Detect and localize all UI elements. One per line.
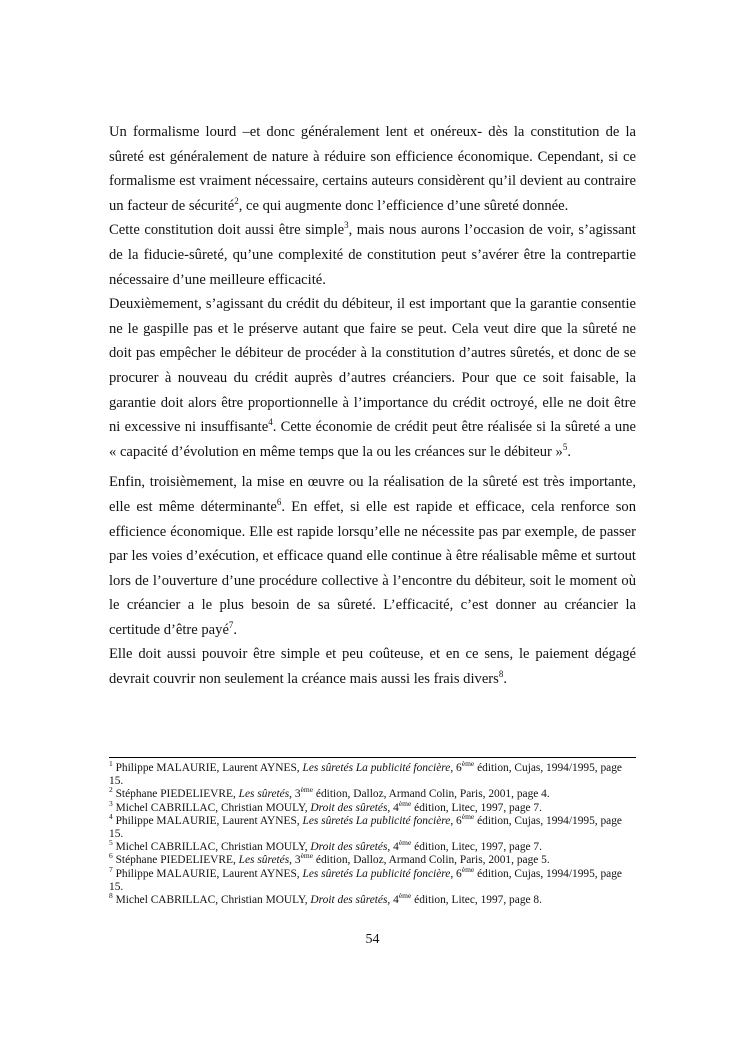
paragraph (109, 642, 636, 691)
text-run: Elle doit aussi pouvoir être simple et peu coûteuse, et en ce sens, le paiement dégagé devrait couvrir non seulement la créance mais aussi les frais divers (109, 646, 636, 688)
footnote-ref: 4 (109, 812, 113, 822)
text-run: Michel CABRILLAC, Christian MOULY, (112, 894, 311, 907)
footnote-ref: 8 (109, 891, 113, 901)
footnote-ref: ème (300, 785, 314, 795)
text-run: édition, Cujas, 1994/1995, page 15. (109, 762, 622, 788)
footnote (109, 785, 636, 801)
footnote-ref: 2 (109, 785, 113, 795)
text-run: , 4 (387, 841, 399, 854)
work-title: Droit des sûretés (310, 801, 388, 814)
text-run: Michel CABRILLAC, Christian MOULY, (112, 841, 311, 854)
text-run: Philippe MALAURIE, Laurent AYNES, (112, 867, 303, 880)
footnote-ref: 5 (562, 441, 568, 452)
work-title: Droit des sûretés (310, 841, 388, 854)
paragraph (109, 120, 636, 218)
text-run: édition, Dalloz, Armand Colin, Paris, 2001, page 5. (313, 854, 550, 867)
text-run: . (503, 671, 507, 688)
footnote-ref: 7 (228, 620, 234, 631)
text-run: , 6 (450, 867, 462, 880)
text-run: Michel CABRILLAC, Christian MOULY, (112, 801, 311, 814)
work-title: Les sûretés La publicité foncière (302, 867, 451, 880)
footnote-ref: 4 (268, 417, 273, 428)
footnote-ref: ème (398, 838, 412, 848)
text-run: édition, Litec, 1997, page 7. (411, 841, 542, 854)
footnote-ref: 6 (276, 497, 282, 508)
text-run: 3 (292, 854, 301, 867)
text-run: . En effet, si elle est rapide et efficace, cela renforce son efficience économique. Elle est rapide lorsqu’elle ne nécessite pas par exemple, de passer par les voies d’exécution, et efficace quand elle continue à être réalisable même et surtout lors de l’ouverture d’une procédure collective à l’encontre du débiteur, soit le moment où le créancier a le plus besoin de sa sûreté. L’efficacité, c’est donner au créancier la certitude d’être payé (109, 498, 636, 638)
text-run: édition, Cujas, 1994/1995, page 15. (109, 867, 622, 893)
text-run: , 6 (450, 762, 462, 774)
work-title: Les sûretés La publicité foncière (302, 762, 451, 774)
text-run: , mais nous aurons l’occasion de voir, s’agissant de la fiducie-sûreté, qu’une complexité de constitution peut s’avérer être la contrepartie nécessaire d’une meilleure efficacité. (109, 222, 636, 288)
paragraph (109, 292, 636, 464)
footnote-ref: 6 (109, 851, 113, 861)
text-run: édition, Cujas, 1994/1995, page 15. (109, 814, 622, 841)
footnote (109, 759, 636, 788)
footnote-ref: ème (398, 891, 412, 901)
footnote-ref: 7 (109, 864, 113, 874)
paragraph (109, 470, 636, 642)
footnote-ref: ème (461, 812, 475, 822)
footnote-separator (109, 757, 636, 758)
text-run: , ce qui augmente donc l’efficience d’une sûreté donnée. (238, 197, 569, 214)
footnote-ref: ème (300, 851, 314, 861)
text-run: . Cette économie de crédit peut être réalisée si la sûreté a une « capacité d’évolution en même temps que la ou les créances sur le débiteur » (109, 419, 637, 460)
footnotes (109, 759, 636, 907)
page-number: 54 (365, 932, 380, 947)
text-run: , 4 (387, 894, 399, 907)
footnote-ref: 8 (498, 669, 504, 680)
footnote-ref: 2 (234, 195, 239, 206)
text-run: édition, Dalloz, Armand Colin, Paris, 2001, page 4. (313, 788, 550, 801)
footnote-ref: 3 (344, 220, 349, 231)
footnote (109, 812, 636, 841)
footnote-ref: ème (461, 864, 475, 874)
text-run: Cette constitution doit aussi être simple (109, 222, 345, 239)
text-run: Philippe MALAURIE, Laurent AYNES, (112, 814, 303, 827)
text-run: Philippe MALAURIE, Laurent AYNES, (112, 762, 303, 774)
text-run: . (567, 443, 572, 460)
footnote-ref: 5 (109, 838, 113, 848)
footnote (109, 838, 636, 854)
work-title: Les sûretés La publicité foncière (302, 814, 451, 827)
text-run: Stéphane PIEDELIEVRE, (112, 788, 239, 801)
work-title: Les sûretés, (238, 854, 293, 867)
footnote (109, 891, 636, 907)
text-run: , 6 (450, 814, 462, 827)
text-run: Stéphane PIEDELIEVRE, (112, 854, 239, 867)
footnote (109, 864, 636, 894)
work-title: Les sûretés, (238, 788, 293, 801)
footnote (109, 851, 636, 867)
text-run: 3 (292, 788, 301, 801)
text-run: . (233, 621, 238, 638)
body-text (109, 120, 636, 692)
text-run: édition, Litec, 1997, page 7. (411, 801, 542, 814)
work-title: Droit des sûretés (310, 894, 388, 907)
text-run: Enfin, troisièmement, la mise en œuvre ou la réalisation de la sûreté est très importante, elle est même déterminante (109, 474, 636, 515)
footnote-ref: ème (461, 759, 475, 769)
footnote-ref: ème (398, 798, 412, 808)
text-run: Un formalisme lourd –et donc généralement lent et onéreux- dès la constitution de la sûreté est généralement de nature à réduire son efficience économique. Cependant, si ce formalisme est vraiment nécessaire, certains auteurs considèrent qu’il devient au contraire un facteur de sécurité (109, 124, 636, 214)
footnote (109, 798, 636, 815)
text-run: édition, Litec, 1997, page 8. (411, 894, 542, 907)
footnote-ref: 1 (109, 759, 113, 769)
text-run: , 4 (387, 801, 399, 814)
paragraph (109, 218, 636, 292)
footnote-ref: 3 (109, 798, 113, 808)
text-run: Deuxièmement, s’agissant du crédit du débiteur, il est important que la garantie consentie ne le gaspille pas et le préserve autant que faire se peut. Cela veut dire que la sûreté ne doit pas empêcher le débiteur de procéder à la constitution d’autres sûretés, et donc de se procurer à nouveau du crédit auprès d’autres créanciers. Pour que ce soit faisable, la garantie doit alors être proportionnelle à l’importance du crédit octroyé, elle ne doit être ni excessive ni insuffisante (109, 296, 636, 436)
